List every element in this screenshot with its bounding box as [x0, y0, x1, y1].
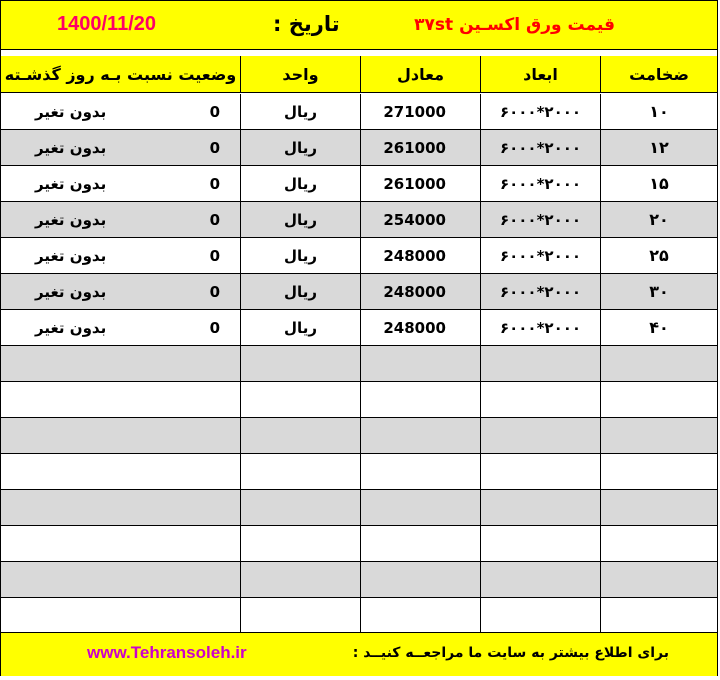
unit-cell: ریال: [241, 274, 361, 310]
empty-row: [1, 382, 717, 418]
status-cell: [1, 238, 241, 274]
price-cell: 254000: [361, 202, 481, 238]
col-header-status: وضعیت نسبت بـه روز گذشـته: [1, 56, 241, 93]
empty-cell: [481, 454, 601, 490]
empty-cell: [361, 490, 481, 526]
change-value: 0: [209, 138, 220, 157]
date-label: تاریخ :: [273, 12, 340, 36]
empty-cell: [481, 346, 601, 382]
price-cell: 248000: [361, 274, 481, 310]
col-header-price: معادل: [361, 56, 481, 93]
unit-cell: ریال: [241, 130, 361, 166]
empty-cell: [601, 490, 717, 526]
dims-cell: ۶۰۰۰*۲۰۰۰: [481, 202, 601, 238]
table-row: [1, 274, 717, 310]
empty-cell: [241, 526, 361, 562]
empty-cell: [1, 598, 241, 634]
empty-row: [1, 562, 717, 598]
thickness-cell: ۱۰: [601, 94, 717, 130]
empty-cell: [361, 346, 481, 382]
empty-row: [1, 418, 717, 454]
empty-cell: [481, 562, 601, 598]
status-cell: [1, 94, 241, 130]
empty-row: [1, 454, 717, 490]
empty-row: [1, 490, 717, 526]
status-text: بدون تغیر: [35, 174, 107, 193]
empty-cell: [601, 346, 717, 382]
table-row: [1, 202, 717, 238]
status-text: بدون تغیر: [35, 138, 107, 157]
table-row: [1, 310, 717, 346]
empty-cell: [481, 490, 601, 526]
price-cell: 261000: [361, 166, 481, 202]
empty-cell: [601, 526, 717, 562]
dims-cell: ۶۰۰۰*۲۰۰۰: [481, 94, 601, 130]
dims-cell: ۶۰۰۰*۲۰۰۰: [481, 238, 601, 274]
empty-cell: [1, 382, 241, 418]
status-text: بدون تغیر: [35, 246, 107, 265]
price-cell: 261000: [361, 130, 481, 166]
empty-cell: [361, 598, 481, 634]
empty-cell: [1, 526, 241, 562]
empty-cell: [481, 418, 601, 454]
change-value: 0: [209, 282, 220, 301]
empty-cell: [601, 598, 717, 634]
thickness-cell: ۲۰: [601, 202, 717, 238]
empty-cell: [601, 418, 717, 454]
thickness-cell: ۳۰: [601, 274, 717, 310]
empty-cell: [241, 562, 361, 598]
status-cell: [1, 166, 241, 202]
change-value: 0: [209, 174, 220, 193]
empty-cell: [241, 346, 361, 382]
empty-cell: [361, 382, 481, 418]
date-value: 1400/11/20: [57, 13, 156, 35]
empty-cell: [1, 490, 241, 526]
status-text: بدون تغیر: [35, 318, 107, 337]
empty-cell: [601, 454, 717, 490]
thickness-cell: ۲۵: [601, 238, 717, 274]
thickness-cell: ۴۰: [601, 310, 717, 346]
empty-cell: [241, 490, 361, 526]
price-cell: 248000: [361, 310, 481, 346]
table-row: [1, 94, 717, 130]
footer-note: برای اطلاع بیشتر به سایت ما مراجعــه کنیــد :: [352, 645, 669, 661]
status-text: بدون تغیر: [35, 210, 107, 229]
unit-cell: ریال: [241, 310, 361, 346]
empty-row: [1, 526, 717, 562]
change-value: 0: [209, 102, 220, 121]
empty-cell: [361, 454, 481, 490]
dims-cell: ۶۰۰۰*۲۰۰۰: [481, 130, 601, 166]
empty-cell: [1, 346, 241, 382]
dims-cell: ۶۰۰۰*۲۰۰۰: [481, 166, 601, 202]
table-row: [1, 238, 717, 274]
empty-cell: [1, 454, 241, 490]
unit-cell: ریال: [241, 202, 361, 238]
col-header-dims: ابعاد: [481, 56, 601, 93]
status-cell: [1, 130, 241, 166]
empty-cell: [481, 526, 601, 562]
empty-cell: [241, 598, 361, 634]
dims-cell: ۶۰۰۰*۲۰۰۰: [481, 274, 601, 310]
thickness-cell: ۱۲: [601, 130, 717, 166]
change-value: 0: [209, 210, 220, 229]
status-cell: [1, 274, 241, 310]
dims-cell: ۶۰۰۰*۲۰۰۰: [481, 310, 601, 346]
status-cell: [1, 310, 241, 346]
col-header-thickness: ضخامت: [601, 56, 717, 93]
table-row: [1, 166, 717, 202]
empty-cell: [601, 382, 717, 418]
thickness-cell: ۱۵: [601, 166, 717, 202]
unit-cell: ریال: [241, 166, 361, 202]
empty-cell: [241, 382, 361, 418]
empty-cell: [601, 562, 717, 598]
page-title: قیمت ورق اکسـین ۳۷st: [414, 15, 615, 35]
website-link[interactable]: www.Tehransoleh.ir: [87, 643, 247, 662]
status-text: بدون تغیر: [35, 282, 107, 301]
header-row: [1, 56, 717, 93]
empty-cell: [241, 454, 361, 490]
empty-cell: [361, 526, 481, 562]
change-value: 0: [209, 318, 220, 337]
empty-cell: [481, 598, 601, 634]
table-row: [1, 130, 717, 166]
footer-bar: [1, 632, 717, 676]
status-cell: [1, 202, 241, 238]
unit-cell: ریال: [241, 238, 361, 274]
price-cell: 248000: [361, 238, 481, 274]
empty-row: [1, 346, 717, 382]
empty-cell: [481, 382, 601, 418]
col-header-unit: واحد: [241, 56, 361, 93]
change-value: 0: [209, 246, 220, 265]
empty-cell: [1, 562, 241, 598]
price-cell: 271000: [361, 94, 481, 130]
empty-cell: [1, 418, 241, 454]
empty-row: [1, 598, 717, 634]
unit-cell: ریال: [241, 94, 361, 130]
empty-cell: [241, 418, 361, 454]
title-bar: [1, 1, 717, 50]
empty-cell: [361, 562, 481, 598]
empty-cell: [361, 418, 481, 454]
status-text: بدون تغیر: [35, 102, 107, 121]
